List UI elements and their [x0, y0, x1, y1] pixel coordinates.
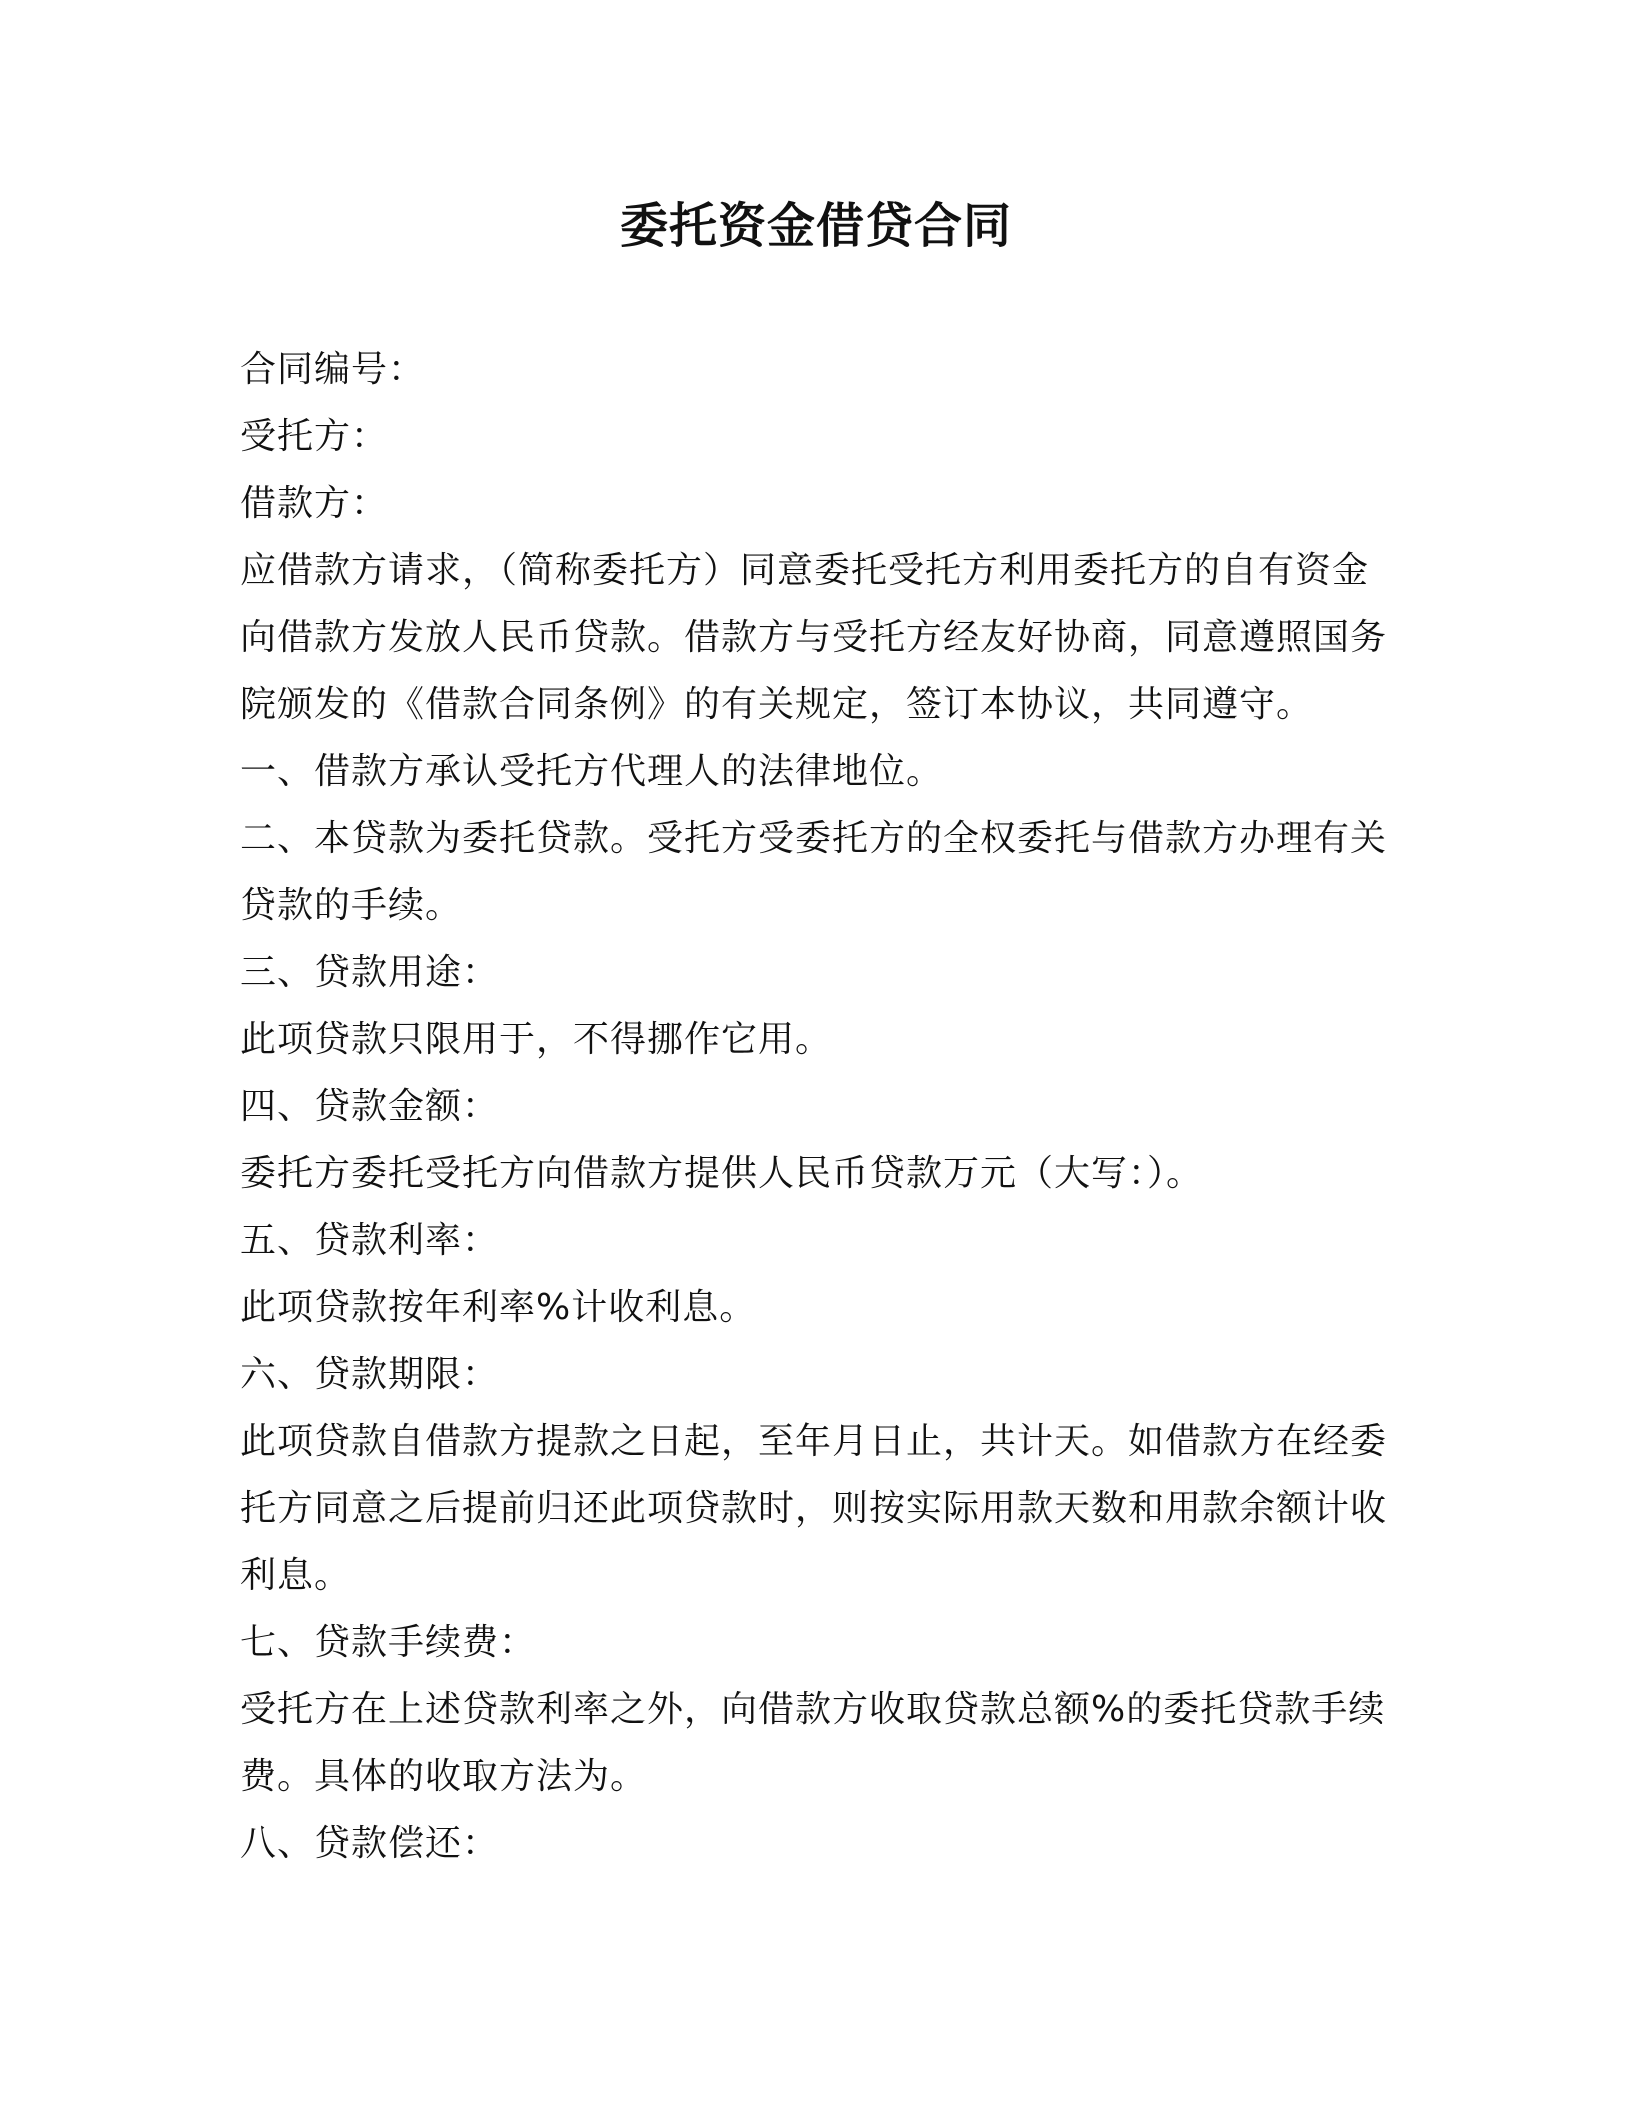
- clause-7-text-line-1: 受托方在上述贷款利率之外，向借款方收取贷款总额%的委托贷款手续: [240, 1689, 1386, 1730]
- clause-5-heading: 五、贷款利率：: [240, 1220, 500, 1261]
- borrower-line: 借款方：: [240, 483, 389, 524]
- trustee-line: 受托方：: [240, 416, 389, 457]
- clause-8-heading: 八、贷款偿还：: [240, 1823, 500, 1864]
- clause-7-heading: 七、贷款手续费：: [240, 1622, 537, 1663]
- clause-3-text: 此项贷款只限用于，不得挪作它用。: [240, 1019, 833, 1060]
- contract-number-line: 合同编号：: [240, 349, 426, 390]
- clause-6-text-line-1: 此项贷款自借款方提款之日起，至年月日止，共计天。如借款方在经委: [240, 1421, 1388, 1462]
- clause-3-heading: 三、贷款用途：: [240, 952, 500, 993]
- clause-6-text-line-3: 利息。: [240, 1555, 352, 1596]
- clause-2-line-1: 二、本贷款为委托贷款。受托方受委托方的全权委托与借款方办理有关: [240, 818, 1388, 859]
- preamble-line-1: 应借款方请求，（简称委托方）同意委托受托方利用委托方的自有资金: [240, 550, 1370, 591]
- clause-2-line-2: 贷款的手续。: [240, 885, 463, 926]
- clause-7-text-line-2: 费。具体的收取方法为。: [240, 1756, 648, 1797]
- document-title: 委托资金借贷合同: [619, 198, 1012, 254]
- clause-1: 一、借款方承认受托方代理人的法律地位。: [240, 751, 944, 792]
- clause-6-text-line-2: 托方同意之后提前归还此项贷款时，则按实际用款天数和用款余额计收: [240, 1488, 1388, 1529]
- clause-6-heading: 六、贷款期限：: [240, 1354, 500, 1395]
- clause-4-heading: 四、贷款金额：: [240, 1086, 500, 1127]
- clause-4-text: 委托方委托受托方向借款方提供人民币贷款万元（大写：）。: [240, 1153, 1204, 1194]
- preamble-line-3: 院颁发的《借款合同条例》的有关规定，签订本协议，共同遵守。: [240, 684, 1314, 725]
- clause-5-text: 此项贷款按年利率%计收利息。: [240, 1287, 757, 1328]
- preamble-line-2: 向借款方发放人民币贷款。借款方与受托方经友好协商，同意遵照国务: [240, 617, 1388, 658]
- document-body: [240, 336, 1390, 1877]
